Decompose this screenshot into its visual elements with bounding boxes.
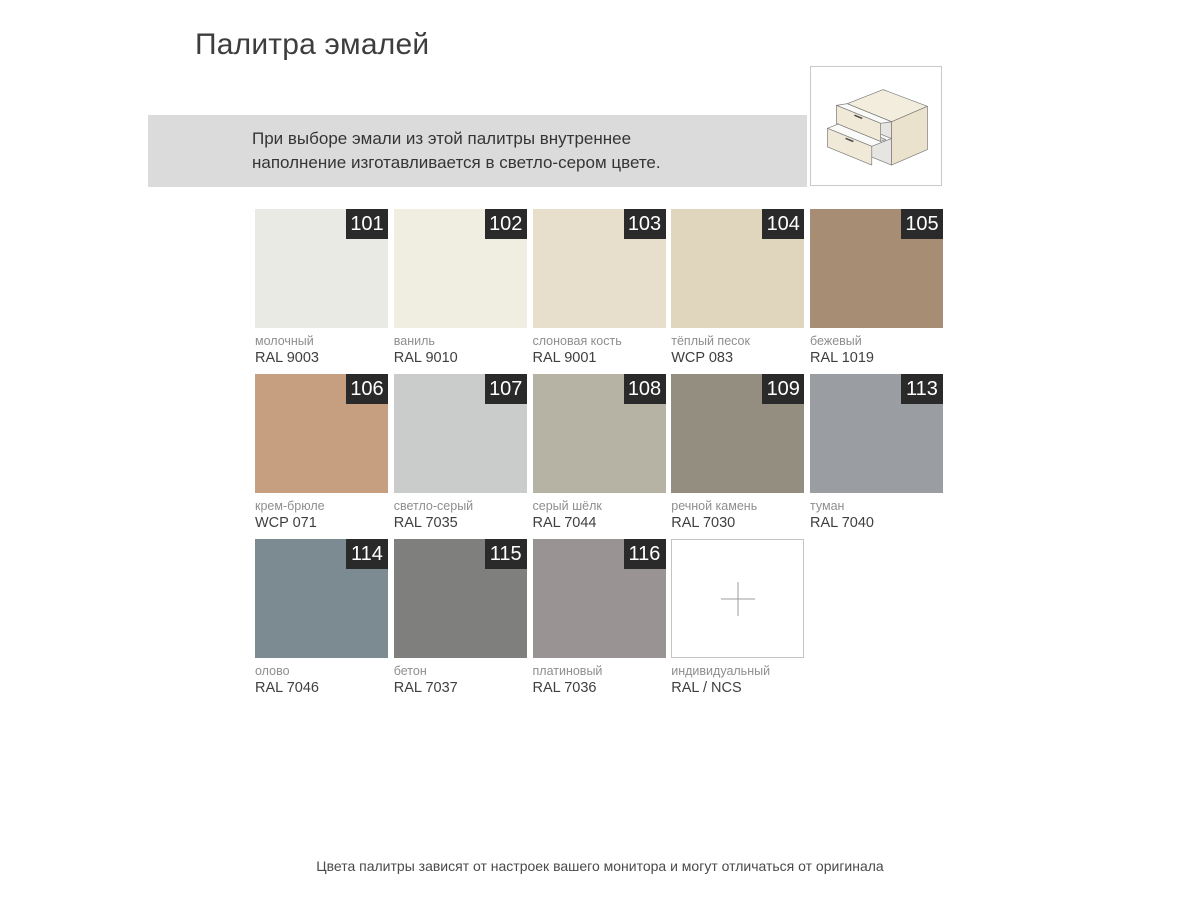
color-number-badge: 114 xyxy=(346,539,388,569)
swatch-cell xyxy=(255,374,388,532)
swatch-cell xyxy=(533,374,666,532)
color-tile[interactable] xyxy=(671,209,804,328)
page-title: Палитра эмалей xyxy=(195,28,430,61)
footer-disclaimer: Цвета палитры зависят от настроек вашего монитора и могут отличаться от оригинала xyxy=(316,858,884,874)
color-name-label: крем-брюле xyxy=(255,499,325,513)
color-number-badge: 104 xyxy=(762,209,804,239)
color-number-badge: 107 xyxy=(485,374,527,404)
color-number-badge: 103 xyxy=(624,209,666,239)
color-tile[interactable] xyxy=(533,539,666,658)
drawer-illustration-frame xyxy=(810,66,942,186)
color-number-badge: 115 xyxy=(485,539,527,569)
color-code-label: RAL 7036 xyxy=(532,680,597,696)
color-code-label: RAL 7040 xyxy=(810,515,874,531)
color-code-label: RAL 9001 xyxy=(532,350,597,366)
color-code-label: RAL 7035 xyxy=(393,515,458,531)
color-code-label: RAL 7037 xyxy=(393,680,458,696)
swatch-cell xyxy=(810,374,943,532)
color-code-label: RAL 1019 xyxy=(810,350,874,366)
color-number-badge: 109 xyxy=(762,374,804,404)
color-number-badge: 102 xyxy=(485,209,527,239)
color-name-label: бетон xyxy=(393,664,427,678)
color-name-label: серый шёлк xyxy=(532,499,602,513)
swatch-cell xyxy=(810,209,943,367)
color-number-badge: 105 xyxy=(901,209,943,239)
color-tile[interactable] xyxy=(810,209,943,328)
color-number-badge: 113 xyxy=(901,374,943,404)
color-code-label: RAL 7030 xyxy=(671,515,736,531)
color-name-label: туман xyxy=(810,499,845,513)
swatch-cell xyxy=(255,209,388,367)
color-name-label: ваниль xyxy=(393,334,435,348)
color-name-label: олово xyxy=(255,664,290,678)
swatch-cell xyxy=(394,374,527,532)
color-name-label: платиновый xyxy=(532,664,603,678)
swatch-cell xyxy=(533,209,666,367)
color-tile[interactable] xyxy=(533,374,666,493)
swatch-cell xyxy=(671,374,804,532)
swatch-cell xyxy=(671,209,804,367)
color-name-label: светло-серый xyxy=(393,499,474,513)
color-code-label: RAL 7044 xyxy=(532,515,597,531)
info-banner-line1: При выборе эмали из этой палитры внутреннее xyxy=(252,129,632,148)
color-code-label: RAL / NCS xyxy=(671,680,742,696)
color-name-label: речной камень xyxy=(671,499,758,513)
color-code-label: RAL 9003 xyxy=(255,350,319,366)
info-banner xyxy=(148,115,807,187)
color-name-label: индивидуальный xyxy=(671,664,771,678)
swatch-cell xyxy=(533,539,666,697)
color-tile[interactable] xyxy=(394,209,527,328)
color-tile[interactable] xyxy=(255,539,388,658)
color-tile[interactable] xyxy=(255,374,388,493)
color-number-badge: 116 xyxy=(624,539,666,569)
color-tile[interactable] xyxy=(671,374,804,493)
swatch-cell xyxy=(394,539,527,697)
color-code-label: RAL 9010 xyxy=(393,350,458,366)
color-code-label: RAL 7046 xyxy=(255,680,319,696)
swatch-cell xyxy=(255,539,388,697)
color-tile[interactable] xyxy=(810,374,943,493)
color-number-badge: 106 xyxy=(346,374,388,404)
color-code-label: WCP 071 xyxy=(255,515,317,531)
info-banner-line2: наполнение изготавливается в светло-сером цвете. xyxy=(252,153,661,172)
swatch-cell xyxy=(671,539,804,697)
color-name-label: слоновая кость xyxy=(532,334,622,348)
color-tile[interactable] xyxy=(255,209,388,328)
color-name-label: бежевый xyxy=(810,334,862,348)
color-tile[interactable] xyxy=(394,374,527,493)
color-number-badge: 101 xyxy=(346,209,388,239)
swatch-cell xyxy=(394,209,527,367)
color-name-label: молочный xyxy=(255,334,314,348)
color-tile[interactable] xyxy=(533,209,666,328)
plus-icon xyxy=(672,540,803,657)
two-drawer-cabinet-icon xyxy=(811,67,941,185)
color-tile[interactable] xyxy=(671,539,804,658)
color-name-label: тёплый песок xyxy=(671,334,750,348)
swatch-grid xyxy=(255,209,947,697)
color-tile[interactable] xyxy=(394,539,527,658)
color-code-label: WCP 083 xyxy=(671,350,734,366)
color-number-badge: 108 xyxy=(624,374,666,404)
info-banner-text xyxy=(252,127,661,175)
